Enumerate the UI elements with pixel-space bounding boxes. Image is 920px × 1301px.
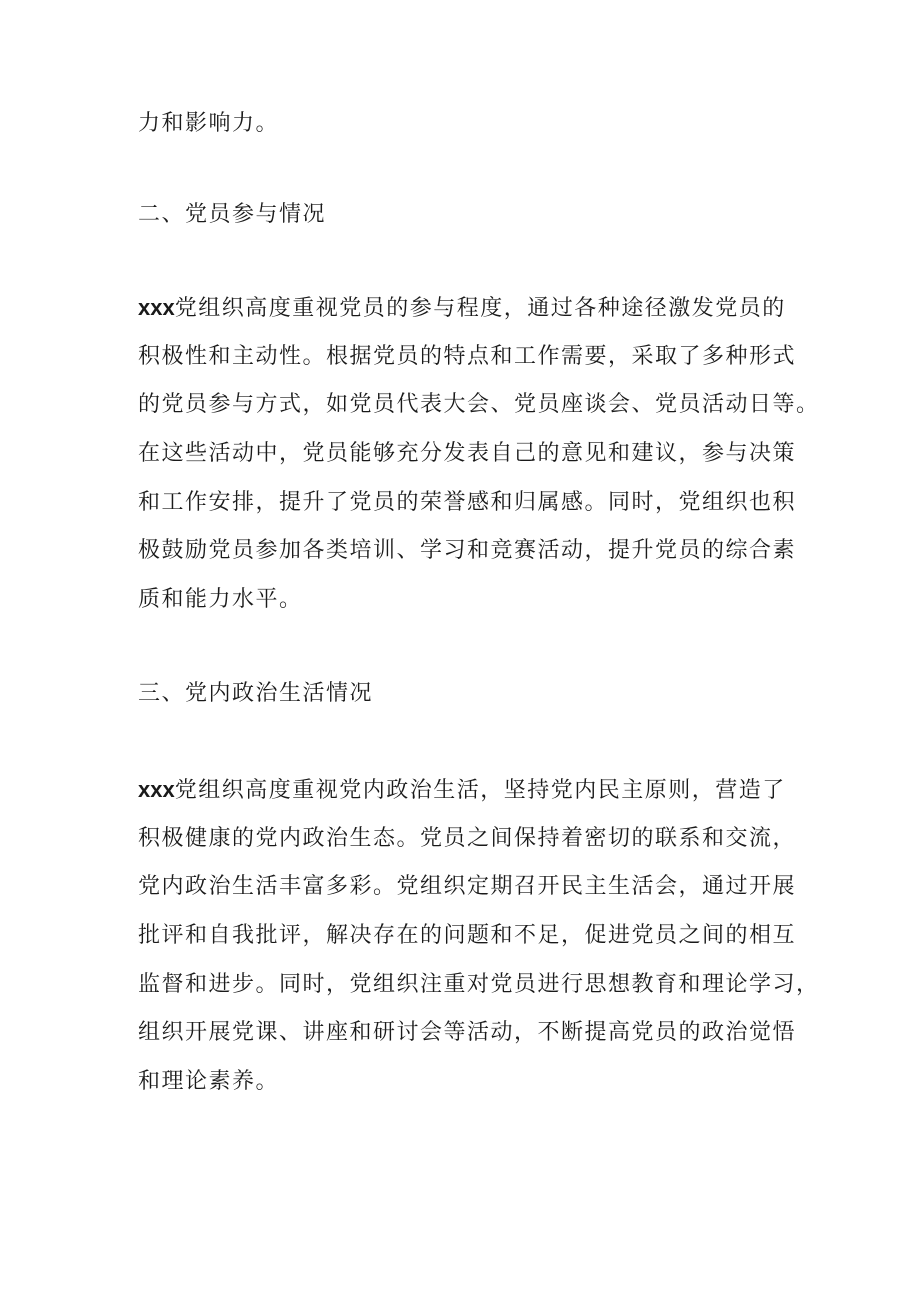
paragraph-line-text: 党组织高度重视党员的参与程度，通过各种途径激发党员的 <box>174 296 786 321</box>
participation-paragraph <box>138 284 820 625</box>
paragraph-line: 批评和自我批评，解决存在的问题和不足，促进党员之间的相互 <box>138 923 797 949</box>
paragraph-line: 和工作安排，提升了党员的荣誉感和归属感。同时，党组织也积 <box>138 489 797 515</box>
paragraph-line: 积极健康的党内政治生态。党员之间保持着密切的联系和交流， <box>138 825 797 851</box>
paragraph-line: 积极性和主动性。根据党员的特点和工作需要，采取了多种形式 <box>138 343 797 369</box>
paragraph-line-text: 党组织高度重视党内政治生活，坚持党内民主原则，营造了 <box>174 778 786 803</box>
continuation-paragraph <box>138 100 788 149</box>
paragraph-line: 的党员参与方式，如党员代表大会、党员座谈会、党员活动日等。 <box>138 392 820 418</box>
paragraph-line: 在这些活动中，党员能够充分发表自己的意见和建议，参与决策 <box>138 441 797 467</box>
section-heading-text: 二、党员参与情况 <box>138 202 327 227</box>
organization-placeholder: xxx <box>138 295 175 320</box>
paragraph-line: 党内政治生活丰富多彩。党组织定期召开民主生活会，通过开展 <box>138 874 797 900</box>
paragraph-line: 质和能力水平。 <box>138 587 303 613</box>
paragraph-line <box>138 284 788 333</box>
paragraph-line: 力和影响力。 <box>138 111 280 136</box>
paragraph-line: 和理论素养。 <box>138 1069 280 1095</box>
paragraph-line: 组织开展党课、讲座和研讨会等活动，不断提高党员的政治觉悟 <box>138 1020 797 1046</box>
section-heading-participation <box>138 191 788 240</box>
political-life-paragraph <box>138 766 820 1107</box>
section-heading-political-life <box>138 670 788 719</box>
section-heading-text: 三、党内政治生活情况 <box>138 681 374 706</box>
paragraph-line: 极鼓励党员参加各类培训、学习和竞赛活动，提升党员的综合素 <box>138 538 797 564</box>
paragraph-line: 监督和进步。同时，党组织注重对党员进行思想教育和理论学习， <box>138 971 820 997</box>
paragraph-line <box>138 766 788 815</box>
organization-placeholder: xxx <box>138 777 175 802</box>
